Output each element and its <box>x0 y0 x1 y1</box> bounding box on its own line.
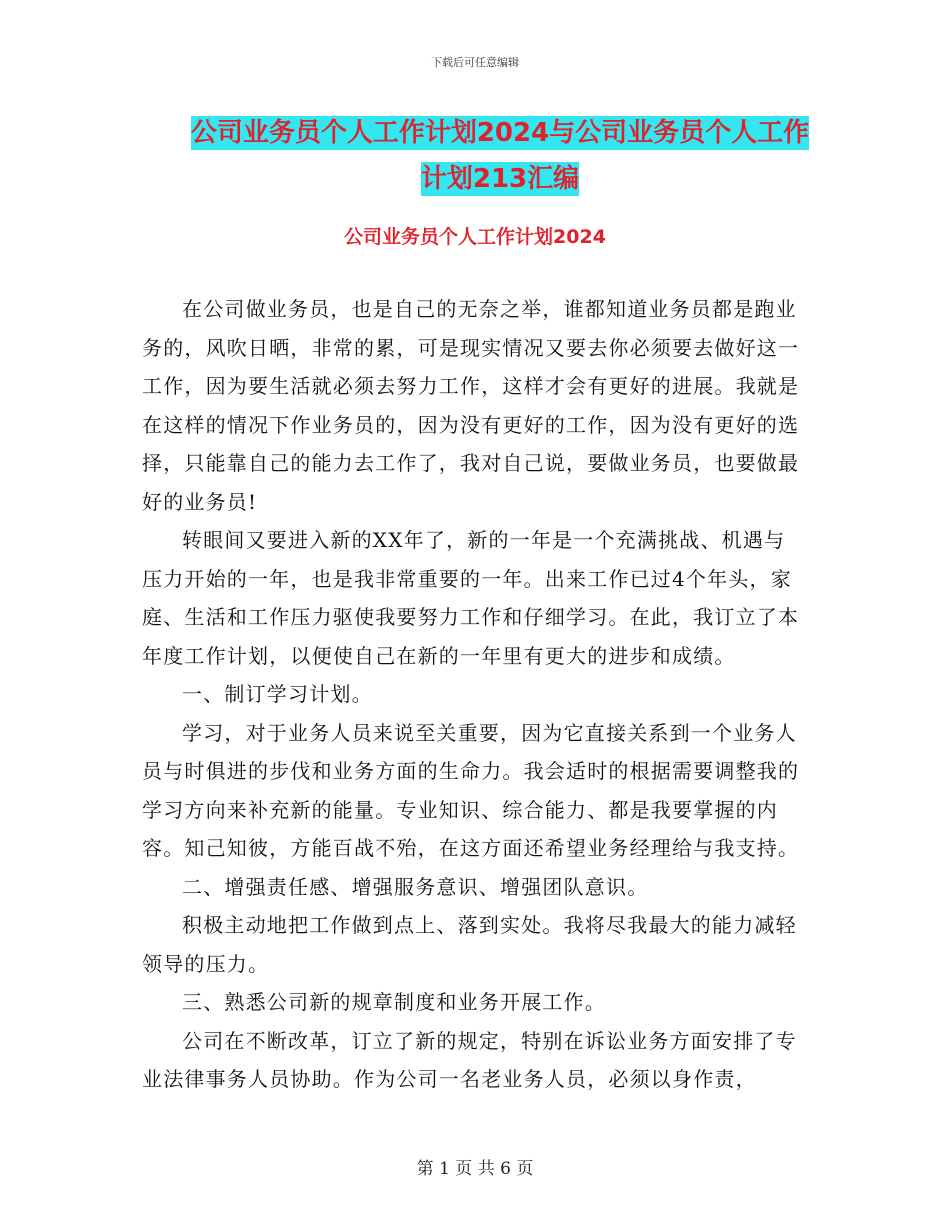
paragraph: 公司在不断改革，订立了新的规定，特别在诉讼业务方面安排了专业法律事务人员协助。作为公司一名老业务人员，必须以身作责， <box>142 1028 797 1091</box>
document-title <box>140 110 860 202</box>
paragraph: 转眼间又要进入新的XX年了，新的一年是一个充满挑战、机遇与压力开始的一年，也是我非常重要的一年。出来工作已过4个年头，家庭、生活和工作压力驱使我要努力工作和仔细学习。在此，我订立了本年度工作计划，以便使自己在新的一年里有更大的进步和成绩。 <box>142 528 800 668</box>
page-number: 第 1 页 共 6 页 <box>416 1159 534 1179</box>
header-note: 下载后可任意编辑 <box>431 56 519 69</box>
paragraph: 积极主动地把工作做到点上、落到实处。我将尽我最大的能力减轻领导的压力。 <box>142 913 797 976</box>
paragraph: 在公司做业务员，也是自己的无奈之举，谁都知道业务员都是跑业务的，风吹日晒，非常的累，可是现实情况又要去你必须要去做好这一工作，因为要生活就必须去努力工作，这样才会有更好的进展。我就是在这样的情况下作业务员的，因为没有更好的工作，因为没有更好的选择，只能靠自己的能力去工作了，我对自己说，要做业务员，也要做最好的业务员! <box>142 297 800 514</box>
heading-study-plan: 一、制订学习计划。 <box>182 682 373 706</box>
heading-rules: 三、熟悉公司新的规章制度和业务开展工作。 <box>182 990 606 1014</box>
section-title: 公司业务员个人工作计划2024 <box>344 226 606 248</box>
title-line-1: 公司业务员个人工作计划2024与公司业务员个人工作 <box>190 118 810 148</box>
title-line-2: 计划213汇编 <box>420 164 580 194</box>
paragraph: 学习，对于业务人员来说至关重要，因为它直接关系到一个业务人员与时俱进的步伐和业务方面的生命力。我会适时的根据需要调整我的学习方向来补充新的能量。专业知识、综合能力、都是我要掌握的内容。知己知彼，方能百战不殆，在这方面还希望业务经理给与我支持。 <box>142 720 800 860</box>
body-text <box>142 290 802 1099</box>
heading-responsibility: 二、增强责任感、增强服务意识、增强团队意识。 <box>182 874 649 899</box>
